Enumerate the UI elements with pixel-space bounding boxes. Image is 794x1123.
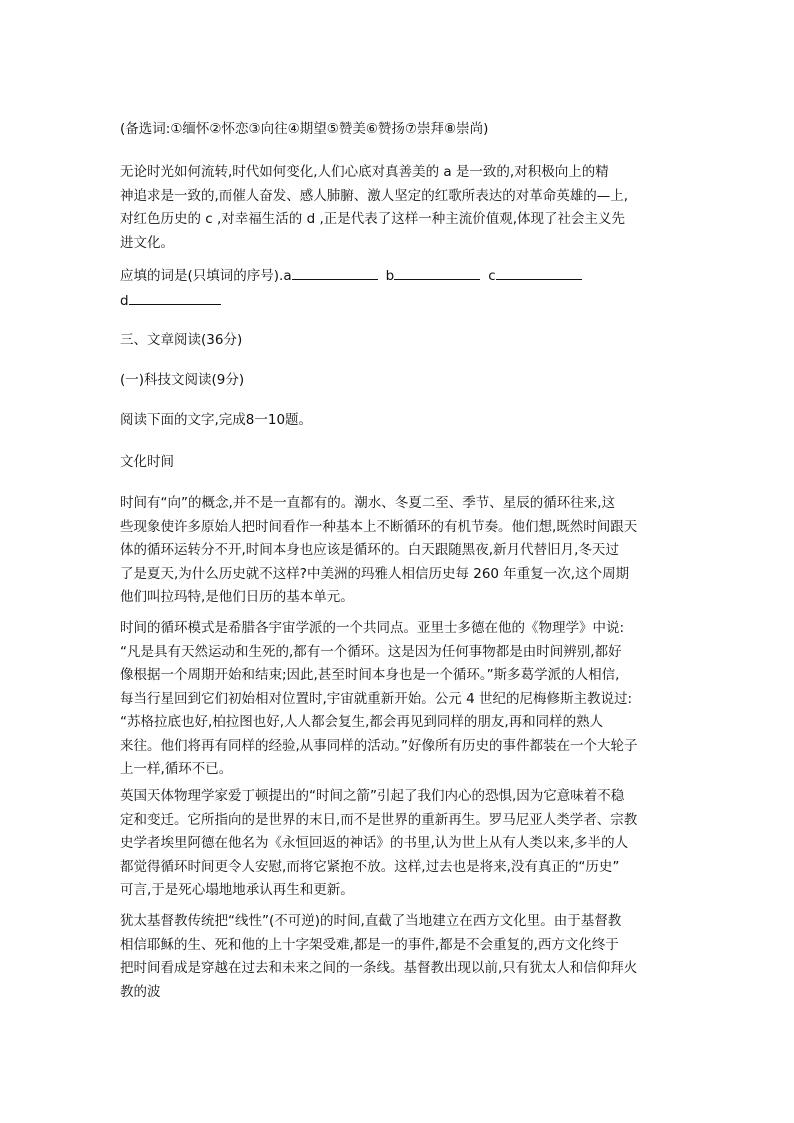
paragraph-line: 时间有“向”的概念,并不是一直都有的。潮水、冬夏二至、季节、星辰的循环往来,这 [120, 495, 616, 511]
answer-label-d: d [120, 292, 129, 309]
paragraph-line: 时间的循环模式是希腊各宇宙学派的一个共同点。亚里士多德在他的《物理学》中说: [120, 620, 625, 636]
paragraph-line: 他们叫拉玛特,是他们日历的基本单元。 [120, 589, 354, 605]
fill-line: 对红色历史的 c ,对幸福生活的 d ,正是代表了这样一种主流价值观,体现了社会主义先 [120, 211, 626, 227]
section-heading [120, 329, 678, 353]
article-paragraph-1 [120, 492, 678, 610]
paragraph-line: 每当行星回到它们初始相对位置时,宇宙就重新开始。公元 4 世纪的尼梅修斯主教说过: [120, 690, 633, 707]
answer-label-a: a [283, 268, 292, 284]
fill-line: 进文化。 [120, 234, 174, 251]
paragraph-line: 像根据一个周期开始和结束;因此,甚至时间本身也是一个循环。”斯多葛学派的人相信, [120, 667, 620, 683]
paragraph-line: 上一样,循环不已。 [120, 761, 233, 777]
instruction [120, 409, 678, 433]
answer-line-2 [120, 289, 678, 314]
paragraph-line: 来往。他们将再有同样的经验,从事同样的活动。”好像所有历史的事件都装在一个大轮子 [120, 737, 638, 754]
paragraph-line: 史学者埃里阿德在他名为《永恒回返的神话》的书里,认为世上从有人类以来,多半的人 [120, 835, 629, 851]
article-paragraph-3 [120, 785, 678, 903]
paragraph-line: 都觉得循环时间更令人安慰,而将它紧抱不放。这样,过去也是将来,没有真正的“历史” [120, 858, 620, 875]
paragraph-line: 些现象使许多原始人把时间看作一种基本上不断循环的有机节奏。他们想,既然时间跟天 [120, 518, 638, 535]
answer-blank-a[interactable] [292, 264, 378, 280]
answer-label-c: c [488, 268, 496, 284]
paragraph-line: “苏格拉底也好,柏拉图也好,人人都会复生,都会再见到同样的朋友,再和同样的熟人 [120, 714, 604, 730]
answer-blank-d[interactable] [129, 289, 221, 305]
paragraph-line: 体的循环运转分不开,时间本身也应该是循环的。白天跟随黑夜,新月代替旧月,冬天过 [120, 542, 619, 558]
article-paragraph-4 [120, 910, 678, 1004]
answer-prompt: 应填的词是(只填词的序号). [120, 268, 284, 284]
subsection-heading-text: (一)科技文阅读(9分) [120, 372, 245, 388]
paragraph-line: 把时间看成是穿越在过去和未来之间的一条线。基督教出现以前,只有犹太人和信仰拜火 [120, 960, 638, 976]
answer-line-1 [120, 264, 678, 289]
answer-label-b: b [385, 268, 395, 284]
fill-paragraph [120, 161, 678, 255]
article-title [120, 451, 678, 475]
article-title-text: 文化时间 [120, 454, 174, 470]
instruction-text: 阅读下面的文字,完成8一10题。 [120, 412, 313, 428]
paragraph-line: 定和变迁。它所指向的是世界的末日,而不是世界的重新再生。罗马尼亚人类学者、宗教 [120, 811, 638, 828]
answer-block [120, 264, 678, 313]
paragraph-line: 相信耶稣的生、死和他的上十字架受难,都是一的事件,都是不会重复的,西方文化终于 [120, 936, 619, 953]
options-text: (备选词:①缅怀②怀恋③向往④期望⑤赞美⑥赞扬⑦崇拜⑧崇尚) [120, 121, 489, 137]
article-paragraph-2 [120, 617, 678, 782]
paragraph-line: 犹太基督教传统把“线性”(不可逆)的时间,直截了当地建立在西方文化里。由于基督教 [120, 913, 622, 929]
fill-line: 神追求是一致的,而催人奋发、感人肺腑、激人坚定的红歌所表达的对革命英雄的—上, [120, 187, 629, 204]
paragraph-line: 可言,于是死心塌地地承认再生和更新。 [120, 882, 354, 898]
paragraph-line: 了是夏天,为什么历史就不这样?中美洲的玛雅人相信历史每 260 年重复一次,这个周期 [120, 565, 630, 582]
answer-blank-c[interactable] [496, 264, 582, 280]
paragraph-line: 英国天体物理学家爱丁顿提出的“时间之箭”引起了我们内心的恐惧,因为它意味着不稳 [120, 788, 625, 804]
subsection-heading [120, 369, 678, 393]
paragraph-line: “凡是具有天然运动和生死的,都有一个循环。这是因为任何事物都是由时间辨别,都好 [120, 643, 622, 660]
fill-line: 无论时光如何流转,时代如何变化,人们心底对真善美的 a 是一致的,对积极向上的精 [120, 164, 609, 180]
section-heading-text: 三、文章阅读(36分) [120, 332, 243, 348]
answer-blank-b[interactable] [394, 264, 480, 280]
paragraph-line: 教的波 [120, 983, 161, 1000]
options-line [120, 118, 678, 142]
